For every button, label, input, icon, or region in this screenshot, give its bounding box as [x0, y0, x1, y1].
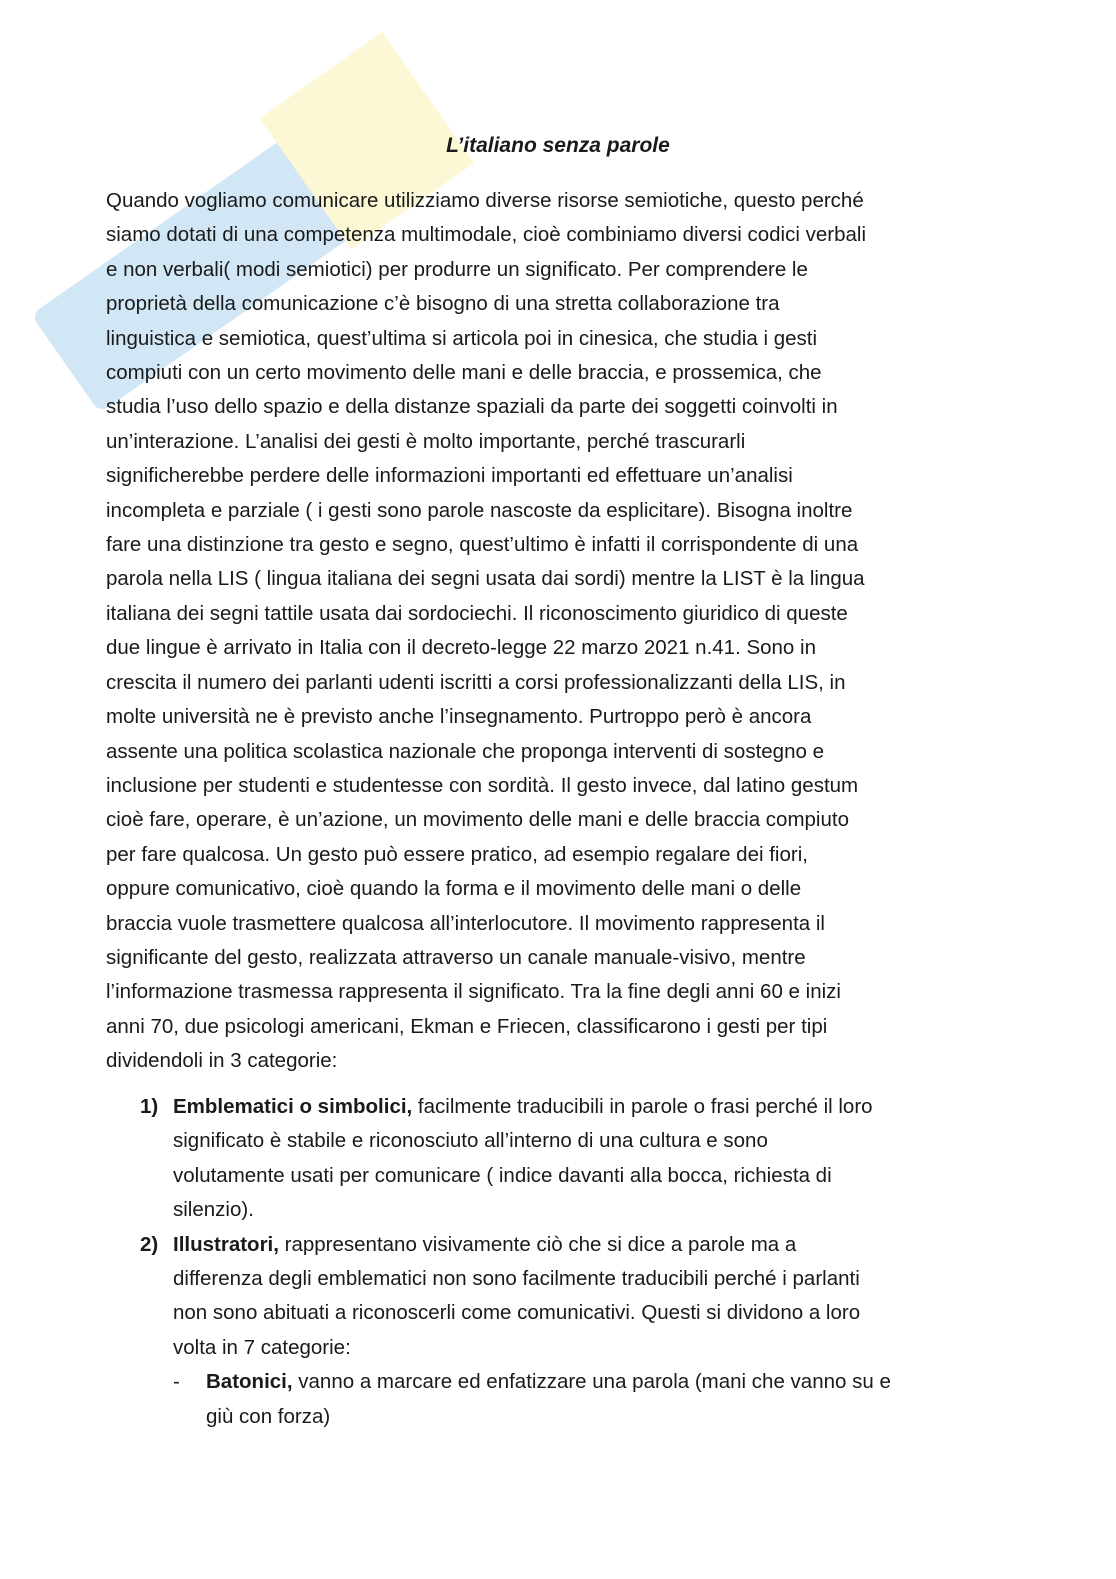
paragraph-line: anni 70, due psicologi americani, Ekman e Friecen, classificarono i gesti per tipi [106, 1014, 828, 1038]
paragraph-line: incompleta e parziale ( i gesti sono parole nascoste da esplicitare). Bisogna inoltre [106, 498, 853, 522]
paragraph-line: l’informazione trasmessa rappresenta il significato. Tra la fine degli anni 60 e inizi [106, 980, 841, 1004]
document-title: L’italiano senza parole [446, 134, 670, 157]
list-text: rappresentano visivamente ciò che si dice a parole ma a [278, 1232, 797, 1256]
list-text: significato è stabile e riconosciuto all’interno di una cultura e sono [173, 1129, 768, 1153]
list-item-line [140, 1331, 891, 1365]
sublist-item-line [140, 1400, 891, 1434]
paragraph-line: due lingue è arrivato in Italia con il decreto-legge 22 marzo 2021 n.41. Sono in [106, 636, 816, 660]
list-item-line [140, 1090, 891, 1124]
list-item-line [140, 1296, 891, 1330]
list-number: 2) [140, 1232, 159, 1256]
paragraph-line: fare una distinzione tra gesto e segno, quest’ultimo è infatti il corrispondente di una [106, 533, 859, 557]
body-paragraph [106, 184, 866, 1079]
paragraph-line: assente una politica scolastica nazionale che proponga interventi di sostegno e [106, 739, 824, 763]
paragraph-line: un’interazione. L’analisi dei gesti è molto importante, perché trascurarli [106, 429, 746, 453]
paragraph-line: italiana dei segni tattile usata dai sordociechi. Il riconoscimento giuridico di queste [106, 601, 848, 625]
paragraph-line: studia l’uso dello spazio e della distanze spaziali da parte dei soggetti coinvolti in [106, 395, 838, 419]
list-term: Emblematici o simbolici, [173, 1095, 413, 1118]
paragraph-line: crescita il numero dei parlanti udenti iscritti a corsi professionalizzanti della LIS, in [106, 670, 846, 694]
list-text: non sono abituati a riconoscerli come comunicativi. Questi si dividono a loro [173, 1301, 861, 1325]
list-text: volta in 7 categorie: [173, 1335, 351, 1359]
paragraph-line: e non verbali( modi semiotici) per produrre un significato. Per comprendere le [106, 257, 808, 281]
sublist-item-line [140, 1365, 891, 1399]
sublist-text: giù con forza) [206, 1404, 331, 1428]
paragraph-line: molte università ne è previsto anche l’insegnamento. Purtroppo però è ancora [106, 705, 812, 729]
list-text: volutamente usati per comunicare ( indice davanti alla bocca, richiesta di [173, 1163, 832, 1187]
list-term: Illustratori, [173, 1232, 279, 1256]
paragraph-line: significante del gesto, realizzata attraverso un canale manuale-visivo, mentre [106, 945, 806, 969]
paragraph-line: oppure comunicativo, cioè quando la forma e il movimento delle mani o delle [106, 877, 802, 901]
paragraph-line: linguistica e semiotica, quest’ultima si articola poi in cinesica, che studia i gesti [106, 326, 818, 350]
list-item-line [140, 1193, 891, 1227]
list-text: silenzio). [173, 1198, 254, 1222]
paragraph-line: Quando vogliamo comunicare utilizziamo diverse risorse semiotiche, questo perché [106, 189, 864, 212]
paragraph-line: proprietà della comunicazione c’è bisogno di una stretta collaborazione tra [106, 292, 780, 316]
list-item-line [140, 1124, 891, 1158]
paragraph-line: braccia vuole trasmettere qualcosa all’interlocutore. Il movimento rappresenta il [106, 911, 825, 935]
paragraph-line: significherebbe perdere delle informazioni importanti ed effettuare un’analisi [106, 464, 793, 488]
sublist-text: vanno a marcare ed enfatizzare una parola (mani che vanno su e [292, 1370, 891, 1394]
list-item-line [140, 1228, 891, 1262]
paragraph-line: compiuti con un certo movimento delle mani e delle braccia, e prossemica, che [106, 361, 822, 385]
paragraph-line: cioè fare, operare, è un’azione, un movimento delle mani e delle braccia compiuto [106, 808, 849, 832]
list-item-line [140, 1262, 891, 1296]
list-number: 1) [140, 1095, 159, 1118]
numbered-list [140, 1090, 891, 1434]
list-item-line [140, 1159, 891, 1193]
paragraph-line: per fare qualcosa. Un gesto può essere pratico, ad esempio regalare dei fiori, [106, 842, 808, 866]
sublist-term: Batonici, [206, 1370, 293, 1394]
paragraph-line: siamo dotati di una competenza multimodale, cioè combiniamo diversi codici verbali [106, 223, 867, 247]
dash-bullet: - [173, 1370, 180, 1394]
paragraph-line: parola nella LIS ( lingua italiana dei segni usata dai sordi) mentre la LIST è la lingua [106, 567, 865, 591]
paragraph-line: inclusione per studenti e studentesse con sordità. Il gesto invece, dal latino gestum [106, 773, 859, 797]
list-text: differenza degli emblematici non sono facilmente traducibili perché i parlanti [173, 1267, 860, 1291]
paragraph-line: dividendoli in 3 categorie: [106, 1049, 338, 1073]
list-text: facilmente traducibili in parole o frasi perché il loro [412, 1095, 873, 1118]
